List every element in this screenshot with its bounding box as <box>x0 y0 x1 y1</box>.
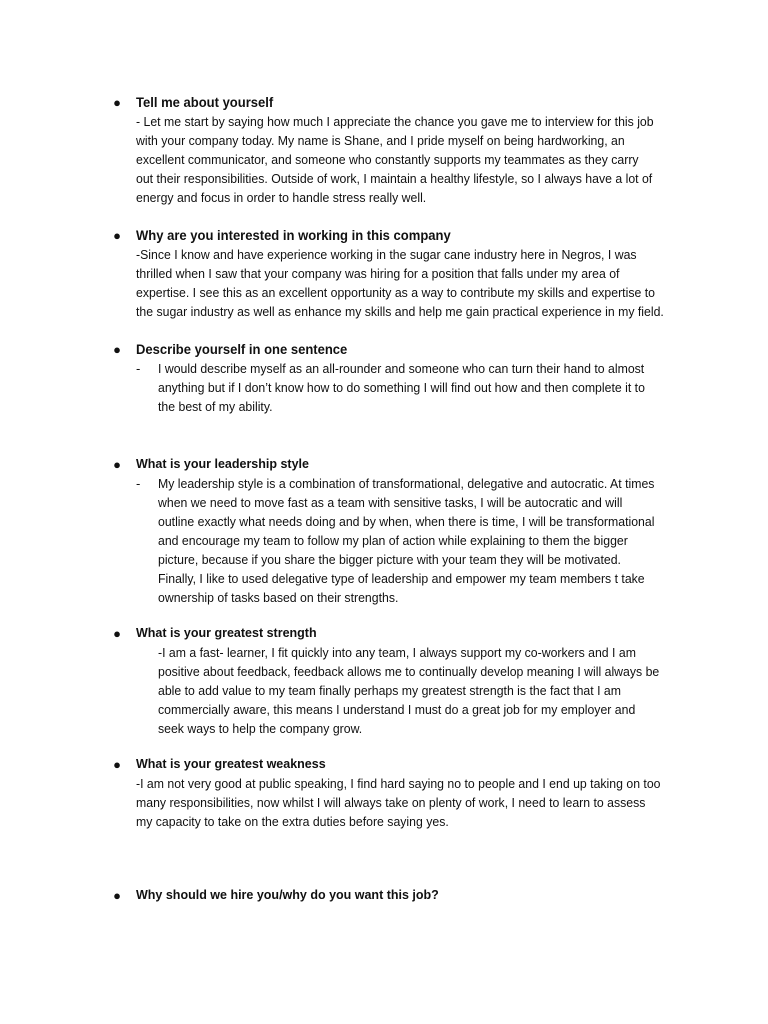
bullet-icon: ● <box>113 95 121 110</box>
answer-line: seek ways to help the company grow. <box>158 721 363 736</box>
dash-marker: - <box>136 361 141 376</box>
question-heading: Why are you interested in working in this company <box>136 227 451 243</box>
bullet-icon: ● <box>113 457 121 472</box>
answer-line: - Let me start by saying how much I appreciate the chance you gave me to interview for this job <box>136 114 654 129</box>
answer-line: able to add value to my team finally perhaps my greatest strength is the fact that I am <box>158 683 621 698</box>
bullet-icon: ● <box>113 888 121 903</box>
answer-line: anything but if I don’t know how to do something I will find out how and then complete it to <box>158 380 645 395</box>
answer-line: the sugar industry as well as enhance my skills and help me gain practical experience in my field. <box>136 304 664 319</box>
answer-line: I would describe myself as an all-rounder and someone who can turn their hand to almost <box>158 361 645 376</box>
answer-line: picture, because if you share the bigger picture with your team they will be motivated. <box>158 552 621 567</box>
answer-line: many responsibilities, now whilst I will always take on plenty of work, I need to learn to assess <box>136 795 646 810</box>
answer-line: -I am a fast- learner, I fit quickly into any team, I always support my co-workers and I am <box>158 645 636 660</box>
answer-line: My leadership style is a combination of transformational, delegative and autocratic. At times <box>158 476 655 491</box>
answer-line: -Since I know and have experience working in the sugar cane industry here in Negros, I was <box>136 247 637 262</box>
bullet-icon: ● <box>113 228 121 243</box>
dash-marker: - <box>136 476 141 491</box>
answer-line: the best of my ability. <box>158 399 273 414</box>
question-heading: What is your leadership style <box>136 457 309 471</box>
bullet-icon: ● <box>113 757 121 772</box>
answer-line: and encourage my team to follow my plan of action while explaining to them the bigger <box>158 533 628 548</box>
answer-line: my capacity to take on the extra duties before saying yes. <box>136 814 449 829</box>
answer-line: -I am not very good at public speaking, I find hard saying no to people and I end up taking on too <box>136 776 661 791</box>
answer-line: commercially aware, this means I understand I must do a great job for my employer and <box>158 702 636 717</box>
answer-line: with your company today. My name is Shane, and I pride myself on being hardworking, an <box>136 133 625 148</box>
answer-line: outline exactly what needs doing and by when, when there is time, I will be transformational <box>158 514 655 529</box>
answer-line: ownership of tasks based on their strengths. <box>158 590 399 605</box>
bullet-icon: ● <box>113 626 121 641</box>
question-heading: What is your greatest weakness <box>136 757 326 771</box>
question-heading: What is your greatest strength <box>136 626 317 640</box>
answer-line: energy and focus in order to handle stress really well. <box>136 190 427 205</box>
question-heading: Describe yourself in one sentence <box>136 341 348 357</box>
bullet-icon: ● <box>113 342 121 357</box>
question-heading: Why should we hire you/why do you want this job? <box>136 888 439 902</box>
answer-line: out their responsibilities. Outside of work, I maintain a healthy lifestyle, so I always have a lot of <box>136 171 653 186</box>
answer-line: Finally, I like to used delegative type of leadership and empower my team members t take <box>158 571 645 586</box>
answer-line: positive about feedback, feedback allows me to continually develop meaning I will always be <box>158 664 660 679</box>
question-heading: Tell me about yourself <box>136 94 274 110</box>
answer-line: thrilled when I saw that your company was hiring for a position that falls under my area of <box>136 266 620 281</box>
answer-line: excellent communicator, and someone who constantly supports my teammates as they carry <box>136 152 639 167</box>
answer-line: when we need to move fast as a team with sensitive tasks, I will be autocratic and will <box>158 495 623 510</box>
answer-line: expertise. I see this as an excellent opportunity as a way to contribute my skills and expertise to <box>136 285 655 300</box>
